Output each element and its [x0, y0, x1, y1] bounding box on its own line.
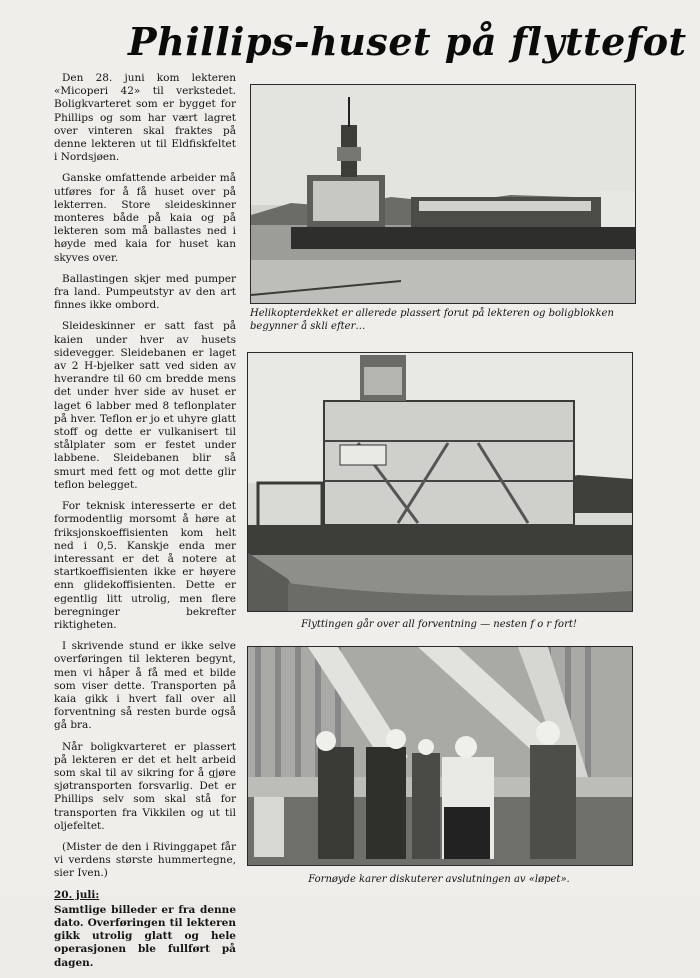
article-text-column	[54, 72, 236, 978]
harbor-photo	[250, 84, 636, 304]
paragraph: (Mister de den i Rivinggapet får vi verdens største hummertegne, sier Iven.)	[54, 840, 236, 880]
photo-caption: Fornøyde karer diskuterer avslutningen av «løpet».	[308, 874, 570, 885]
paragraph: For teknisk interesserte er det formodentlig morsomt å høre at friksjonskoeffisienten kom helt ned i 0,5. Kanskje enda mer interessant er det å notere at startkoeffisienten ikke er høyere enn glidekoffisienten. Dette er egentlig litt utrolig, men flere beregninger bekrefter riktigheten.	[54, 500, 236, 631]
paragraph: Ballastingen skjer med pumper fra land. Pumpeutstyr av den art finnes ikke ombord.	[54, 272, 236, 312]
photo-caption: Flyttingen går over all forventning — nesten f o r fort!	[301, 619, 577, 630]
paragraph: Når boligkvarteret er plassert på lekteren er det et helt arbeid som skal til av sikring for å gjøre sjøtransporten forsvarlig. Det er Phillips selv som skal stå for transporten fra Vikkilen og ut til oljefeltet.	[54, 740, 236, 832]
paragraph: I skrivende stund er ikke selve overføringen til lekteren begynt, men vi håper å få med et bilde som viser dette. Transporten på kaia gikk i hvert fall over all forventning så resten burde også gå bra.	[54, 640, 236, 732]
article-title: Phillips-huset på flyttefot	[128, 19, 687, 64]
closing-paragraph: Samtlige billeder er fra denne dato. Overføringen til lekteren gikk utrolig glatt og hele operasjonen ble fullført på dagen.	[54, 903, 236, 969]
photo-caption: Helikopterdekket er allerede plassert forut på lekteren og boligblokken begynner å skli efter…	[250, 308, 614, 332]
workers-photo	[247, 646, 633, 866]
date-heading: 20. juli:	[54, 888, 100, 901]
paragraph: Den 28. juni kom lekteren «Micoperi 42» til verkstedet. Boligkvarteret som er bygget for Phillips og som har vært lagret over vinteren skal fraktes på denne lekteren ut til Eldfiskfeltet i Nordsjøen.	[54, 72, 236, 164]
platform-photo	[247, 352, 633, 612]
paragraph: Ganske omfattende arbeider må utføres for å få huset over på lekterren. Store sleideskinner monteres både på kaia og på lekteren som må ballastes ned i høyde med kaia for huset kan skyves over.	[54, 172, 236, 264]
paragraph: Sleideskinner er satt fast på kaien under hver av husets sidevegger. Sleidebanen er laget av 2 H-bjelker satt ved siden av hverandre til 60 cm bredde mens det under hver side av huset er laget 6 labber med 8 teflonplater på hver. Teflon er jo et uhyre glatt stoff og dette er vulkanisert til stålplater som er festet under labbene. Sleidebanen blir så smurt med fett og mot dette glir teflon belegget.	[54, 320, 236, 491]
